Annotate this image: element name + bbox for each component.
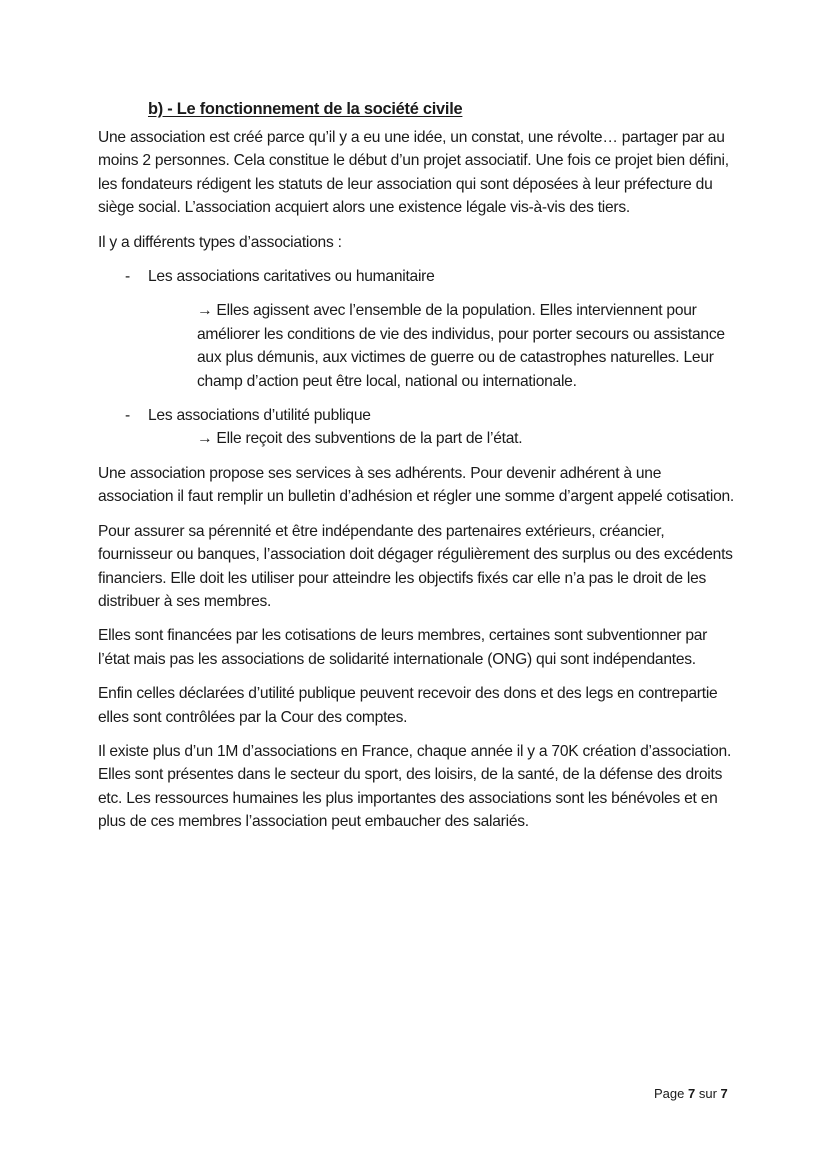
list-item-utilite-publique	[98, 404, 738, 427]
list-item-description: → Elles agissent avec l’ensemble de la population. Elles interviennent pour améliorer les conditions de vie des individus, pour porter secours ou assistance aux plus démunis, aux victimes de guerre ou de catastrophes naturelles. Leur champ d’action peut être local, national ou internationale.	[197, 302, 725, 390]
list-item-label: Les associations d’utilité publique	[148, 407, 371, 425]
paragraph-utilite-publique: Enfin celles déclarées d’utilité publique peuvent recevoir des dons et des legs en contrepartie elles sont contrôlées par la Cour des comptes.	[98, 685, 718, 726]
paragraph-intro: Une association est créé parce qu’il y a eu une idée, un constat, une révolte… partager par au moins 2 personnes. Cela constitue le début d’un projet associatif. Une fois ce projet bien défini, les fondateurs rédigent les statuts de leur association qui sont déposées à leur préfecture du siège social. L’association acquiert alors une existence légale vis-à-vis des tiers.	[98, 129, 729, 217]
paragraph-chiffres: Il existe plus d’un 1M d’associations en France, chaque année il y a 70K création d’association. Elles sont présentes dans le secteur du sport, des loisirs, de la santé, de la défense des droits etc. Les ressources humaines les plus importantes des associations sont les bénévoles et en plus de ces membres l’association peut embaucher des salariés.	[98, 742, 732, 831]
document-body	[98, 96, 738, 845]
paragraph-adherents: Une association propose ses services à ses adhérents. Pour devenir adhérent à une association il faut remplir un bulletin d’adhésion et régler une somme d’argent appelé cotisation.	[98, 464, 735, 506]
list-bullet-dash: -	[125, 407, 130, 425]
paragraph-types-intro: Il y a différents types d’associations :	[98, 233, 342, 251]
list-item-description: → Elle reçoit des subventions de la part de l’état.	[197, 430, 523, 448]
list-item-caritatives	[98, 265, 738, 288]
list-bullet-dash: -	[125, 268, 130, 286]
paragraph-perennite: Pour assurer sa pérennité et être indépendante des partenaires extérieurs, créancier, fournisseur ou banques, l’association doit dégager régulièrement des surplus ou des excédents financiers. Elle doit les utiliser pour atteindre les objectifs fixés car elle n’a pas le droit de les distribuer à ses membres.	[98, 522, 733, 610]
page-number-footer	[654, 1085, 728, 1103]
paragraph-financement: Elles sont financées par les cotisations de leurs membres, certaines sont subventionner par l’état mais pas les associations de solidarité internationale (ONG) qui sont indépendantes.	[98, 627, 708, 668]
current-page-number: 7	[688, 1086, 696, 1101]
total-pages-number: 7	[720, 1086, 728, 1101]
page-separator: sur	[698, 1086, 717, 1101]
list-item-label: Les associations caritatives ou humanitaire	[148, 268, 435, 286]
section-heading: b) - Le fonctionnement de la société civile	[148, 100, 463, 118]
page-prefix: Page	[654, 1086, 685, 1101]
